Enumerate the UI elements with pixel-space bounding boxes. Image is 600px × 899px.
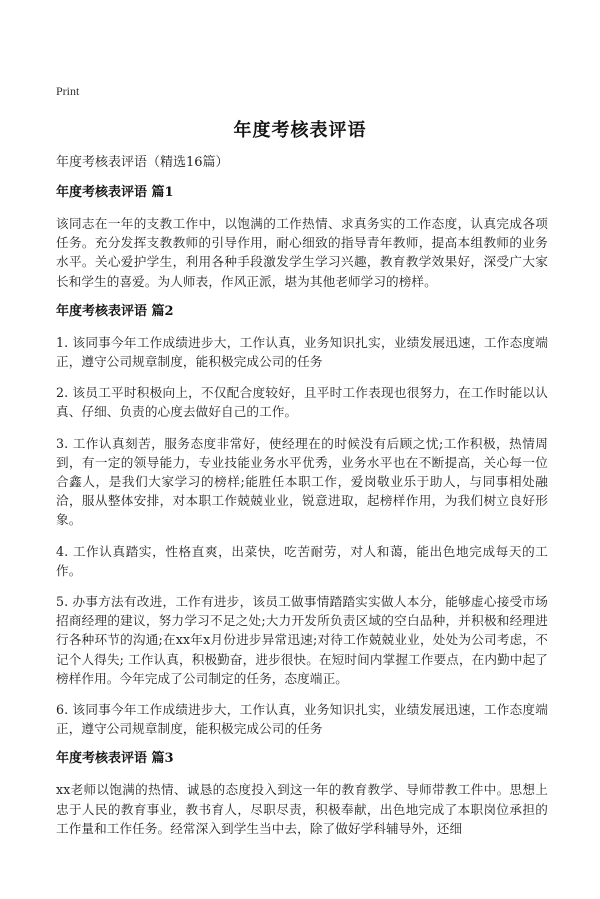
paragraph: 1. 该同事今年工作成绩进步大，工作认真，业务知识扎实，业绩发展迅速，工作态度端正，遵守公司规章制度，能积极完成公司的任务: [56, 334, 548, 370]
paragraph: 4. 工作认真踏实，性格直爽，出菜快，吃苦耐劳，对人和蔼，能出色地完成每天的工作。: [56, 543, 548, 578]
paragraph: 该同志在一年的支教工作中，以饱满的工作热情、求真务实的工作态度，认真完成各项任务。充分发挥支教教师的引导作用，耐心细致的指导青年教师，提高本组教师的业务水平。关心爱护学生，利用各种手段激发学生学习兴趣，教育教学效果好，深受广大家长和学生的喜爱。为人师表，作风正派，堪为其他老师学习的榜样。: [56, 216, 548, 289]
paragraph: 5. 办事方法有改进，工作有进步，该员工做事情踏踏实实做人本分，能够虚心接受市场招商经理的建议，努力学习不足之处;大力开发所负责区域的空白品种，并积极和经理进行各种环节的沟通;在xx年x月份进步异常迅速;对待工作兢兢业业，处处为公司考虑，不记个人得失; 工作认真，积极勤奋，进步很快。在短时间内掌握工作要点，在内勤中起了榜样作用。今年完成了公司制定的任务，态度端正。: [56, 594, 548, 686]
paragraph: 3. 工作认真刻苦，服务态度非常好，使经理在的时候没有后顾之忧;工作积极，热情周到，有一定的领导能力，专业技能业务水平优秀，业务水平也在不断提高，关心每一位合鑫人，是我们大家学习的榜样;能胜任本职工作，爱岗敬业乐于助人，与同事相处融洽，服从整体安排，对本职工作兢兢业业，锐意进取，起榜样作用，为我们树立良好形象。: [56, 435, 548, 528]
document-body: [56, 184, 548, 850]
section-2: [56, 303, 548, 739]
section-1: [56, 184, 548, 291]
section-3: [56, 750, 548, 838]
print-link[interactable]: Print: [56, 84, 80, 98]
paragraph: 2. 该员工平时积极向上，不仅配合度较好，且平时工作表现也很努力，在工作时能以认真、仔细、负责的心度去做好自己的工作。: [56, 385, 548, 420]
document-title: 年度考核表评语: [233, 120, 367, 141]
document-subtitle: 年度考核表评语（精选16篇）: [56, 155, 229, 170]
section-heading: 年度考核表评语 篇1: [56, 185, 174, 200]
paragraph: 6. 该同事今年工作成绩进步大，工作认真，业务知识扎实，业绩发展迅速，工作态度端正，遵守公司规章制度，能积极完成公司的任务: [56, 702, 548, 737]
section-heading: 年度考核表评语 篇2: [56, 303, 174, 319]
paragraph: xx老师以饱满的热情、诚恳的态度投入到这一年的教育教学、导师带教工件中。思想上忠于人民的教育事业，教书育人，尽职尽责，积极奉献，出色地完成了本职岗位承担的工作量和工作任务。经常深入到学生当中去，除了做好学科辅导外，还细: [56, 782, 548, 836]
section-heading: 年度考核表评语 篇3: [56, 751, 174, 767]
